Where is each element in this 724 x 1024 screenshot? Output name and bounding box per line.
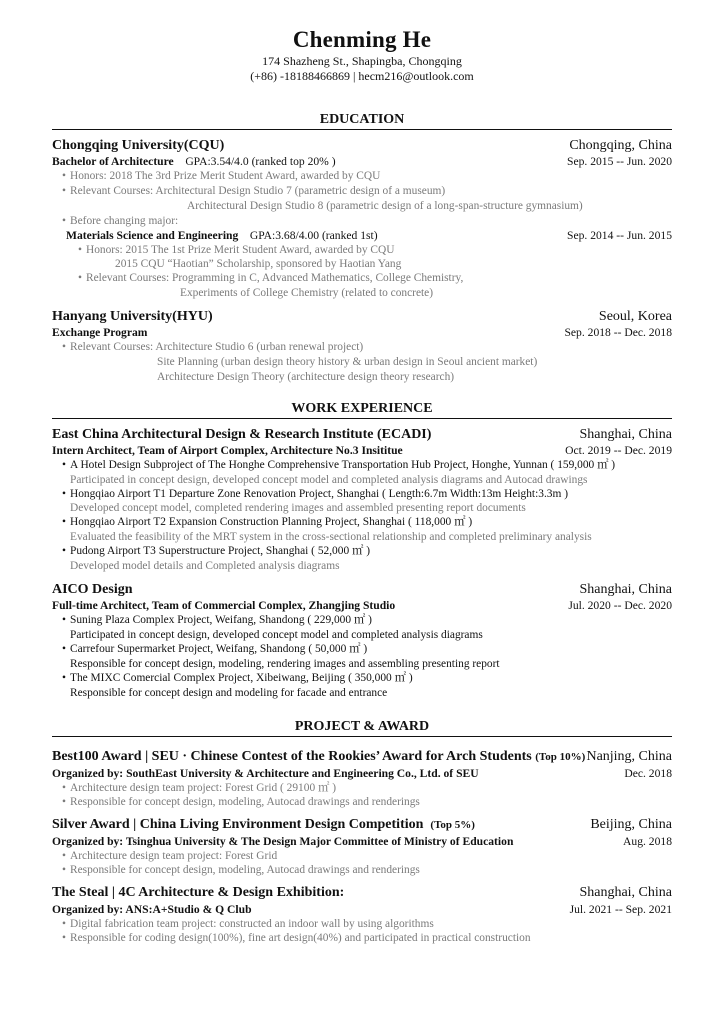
aico-project: • The MIXC Comercial Complex Project, Xibeiwang, Beijing ( 350,000 ㎡ )	[62, 671, 413, 685]
award-detail: • Digital fabrication team project: constructed an indoor wall by using algorithms	[62, 917, 434, 931]
program-dates: Sep. 2018 -- Dec. 2018	[564, 326, 672, 339]
award-organizer: Organized by: ANS:A+Studio & Q Club	[52, 903, 252, 916]
work-ecadi-role	[52, 443, 672, 459]
award-location: Nanjing, China	[586, 749, 672, 764]
hyu-courses: • Relevant Courses: Architecture Studio 6 (urban renewal project)	[62, 340, 363, 354]
job-dates: Jul. 2020 -- Dec. 2020	[568, 599, 672, 612]
program-name: Exchange Program	[52, 326, 148, 339]
award-detail: • Architecture design team project: Forest Grid	[62, 849, 277, 863]
award-detail: • Responsible for concept design, modeling, Autocad drawings and renderings	[62, 863, 420, 877]
mse-courses: • Relevant Courses: Programming in C, Advanced Mathematics, College Chemistry,	[78, 271, 463, 285]
section-title-work: WORK EXPERIENCE	[291, 401, 433, 416]
job-dates: Oct. 2019 -- Dec. 2019	[565, 444, 672, 457]
ecadi-project: • A Hotel Design Subproject of The Honghe Comprehensive Transportation Hub Project, Honghe, Yunnan ( 159,000 ㎡ )	[62, 458, 615, 472]
employer-name: East China Architectural Design & Research Institute (ECADI)	[52, 427, 432, 442]
award-detail: • Architecture design team project: Forest Grid ( 29100 ㎡ )	[62, 781, 336, 795]
candidate-name: Chenming He	[292, 27, 432, 52]
aico-project-desc: Responsible for concept design and modeling for facade and entrance	[70, 687, 388, 699]
education-hyu-header	[52, 308, 672, 324]
ecadi-project: • Hongqiao Airport T1 Departure Zone Renovation Project, Shanghai ( Length:6.7m Width:13m Height:3.3m )	[62, 487, 568, 501]
employer-name: AICO Design	[52, 582, 133, 597]
candidate-contact: (+86) -18188466869 | hecm216@outlook.com	[250, 69, 474, 83]
award-best100-org	[52, 766, 672, 782]
award-steal-org	[52, 902, 672, 918]
cqu-before-major: • Before changing major:	[62, 214, 178, 228]
section-divider	[52, 736, 672, 737]
education-mse-degree	[66, 228, 672, 244]
job-role: Full-time Architect, Team of Commercial Complex, Zhangjing Studio	[52, 599, 396, 612]
degree-name: Bachelor of Architecture	[52, 155, 174, 168]
award-dates: Dec. 2018	[624, 767, 672, 780]
work-ecadi-header	[52, 426, 672, 442]
cqu-courses-cont: Architectural Design Studio 8 (parametric design of a long-span-structure gymnasium)	[187, 200, 583, 212]
resume-header	[0, 26, 724, 84]
mse-dates: Sep. 2014 -- Jun. 2015	[567, 229, 672, 242]
education-cqu-degree	[52, 154, 672, 170]
mse-honors-cont: 2015 CQU “Haotian” Scholarship, sponsored by Haotian Yang	[115, 258, 402, 270]
award-rank-tag: (Top 5%)	[430, 819, 475, 831]
employer-location: Shanghai, China	[579, 582, 672, 597]
cqu-courses: • Relevant Courses: Architectural Design Studio 7 (parametric design of a museum)	[62, 184, 445, 198]
job-role: Intern Architect, Team of Airport Complex, Architecture No.3 Insititue	[52, 444, 403, 457]
section-title-projects: PROJECT & AWARD	[294, 719, 430, 734]
award-detail: • Responsible for concept design, modeling, Autocad drawings and renderings	[62, 795, 420, 809]
award-rank-tag: (Top 10%)	[535, 751, 586, 763]
ecadi-project: • Hongqiao Airport T2 Expansion Construction Planning Project, Shanghai ( 118,000 ㎡ )	[62, 515, 472, 529]
award-silver-org	[52, 834, 672, 850]
work-aico-role	[52, 598, 672, 614]
award-organizer: Organized by: SouthEast University & Architecture and Engineering Co., Ltd. of SEU	[52, 767, 479, 780]
institution-location: Chongqing, China	[569, 138, 672, 153]
award-detail: • Responsible for coding design(100%), fine art design(40%) and participated in practical construction	[62, 931, 531, 945]
mse-courses-cont: Experiments of College Chemistry (related to concrete)	[180, 287, 434, 299]
cqu-honors: • Honors: 2018 The 3rd Prize Merit Student Award, awarded by CQU	[62, 169, 380, 183]
ecadi-project: • Pudong Airport T3 Superstructure Project, Shanghai ( 52,000 ㎡ )	[62, 544, 370, 558]
award-title: The Steal | 4C Architecture & Design Exhibition:	[52, 885, 345, 900]
section-divider	[52, 129, 672, 130]
section-title-education: EDUCATION	[319, 112, 405, 127]
ecadi-project-desc: Participated in concept design, developed concept model and completed analysis diagrams and Autocad drawings	[70, 474, 588, 486]
degree-dates: Sep. 2015 -- Jun. 2020	[567, 155, 672, 168]
education-hyu-program	[52, 325, 672, 341]
award-organizer: Organized by: Tsinghua University & The Design Major Committee of Ministry of Education	[52, 835, 514, 848]
award-location: Shanghai, China	[579, 885, 672, 900]
mse-major: Materials Science and Engineering	[66, 229, 239, 242]
institution-name: Chongqing University(CQU)	[52, 138, 225, 153]
award-title: Best100 Award | SEU · Chinese Contest of the Rookies’ Award for Arch Students	[52, 749, 532, 764]
hyu-courses-cont: Site Planning (urban design theory history & urban design in Seoul ancient market)	[157, 356, 538, 368]
award-location: Beijing, China	[590, 817, 672, 832]
institution-location: Seoul, Korea	[598, 309, 672, 324]
ecadi-project-desc: Developed concept model, completed rendering images and assembled presenting report documents	[70, 502, 526, 514]
mse-honors: • Honors: 2015 The 1st Prize Merit Student Award, awarded by CQU	[78, 243, 394, 257]
institution-name: Hanyang University(HYU)	[52, 309, 213, 324]
award-dates: Aug. 2018	[623, 835, 672, 848]
award-best100-header	[52, 748, 672, 764]
aico-project-desc: Responsible for concept design, modeling, rendering images and assembling presenting report	[70, 658, 500, 670]
degree-gpa: GPA:3.54/4.0 (ranked top 20% )	[185, 155, 336, 168]
ecadi-project-desc: Evaluated the feasibility of the MRT system in the cross-sectional relationship and completed preliminary analysis	[70, 531, 592, 543]
employer-location: Shanghai, China	[579, 427, 672, 442]
award-dates: Jul. 2021 -- Sep. 2021	[569, 903, 672, 916]
mse-gpa: GPA:3.68/4.00 (ranked 1st)	[249, 229, 378, 242]
hyu-courses-cont: Architecture Design Theory (architecture design theory research)	[157, 371, 455, 383]
aico-project-desc: Participated in concept design, developed concept model and completed analysis diagrams	[70, 629, 483, 641]
candidate-address: 174 Shazheng St., Shapingba, Chongqing	[262, 54, 462, 68]
section-divider	[52, 418, 672, 419]
aico-project: • Suning Plaza Complex Project, Weifang, Shandong ( 229,000 ㎡ )	[62, 613, 372, 627]
award-steal-header	[52, 884, 672, 900]
work-aico-header	[52, 581, 672, 597]
award-title: Silver Award | China Living Environment Design Competition	[52, 817, 424, 832]
education-cqu-header	[52, 137, 672, 153]
aico-project: • Carrefour Supermarket Project, Weifang, Shandong ( 50,000 ㎡ )	[62, 642, 367, 656]
award-silver-header	[52, 816, 672, 832]
ecadi-project-desc: Developed model details and Completed analysis diagrams	[70, 560, 340, 572]
